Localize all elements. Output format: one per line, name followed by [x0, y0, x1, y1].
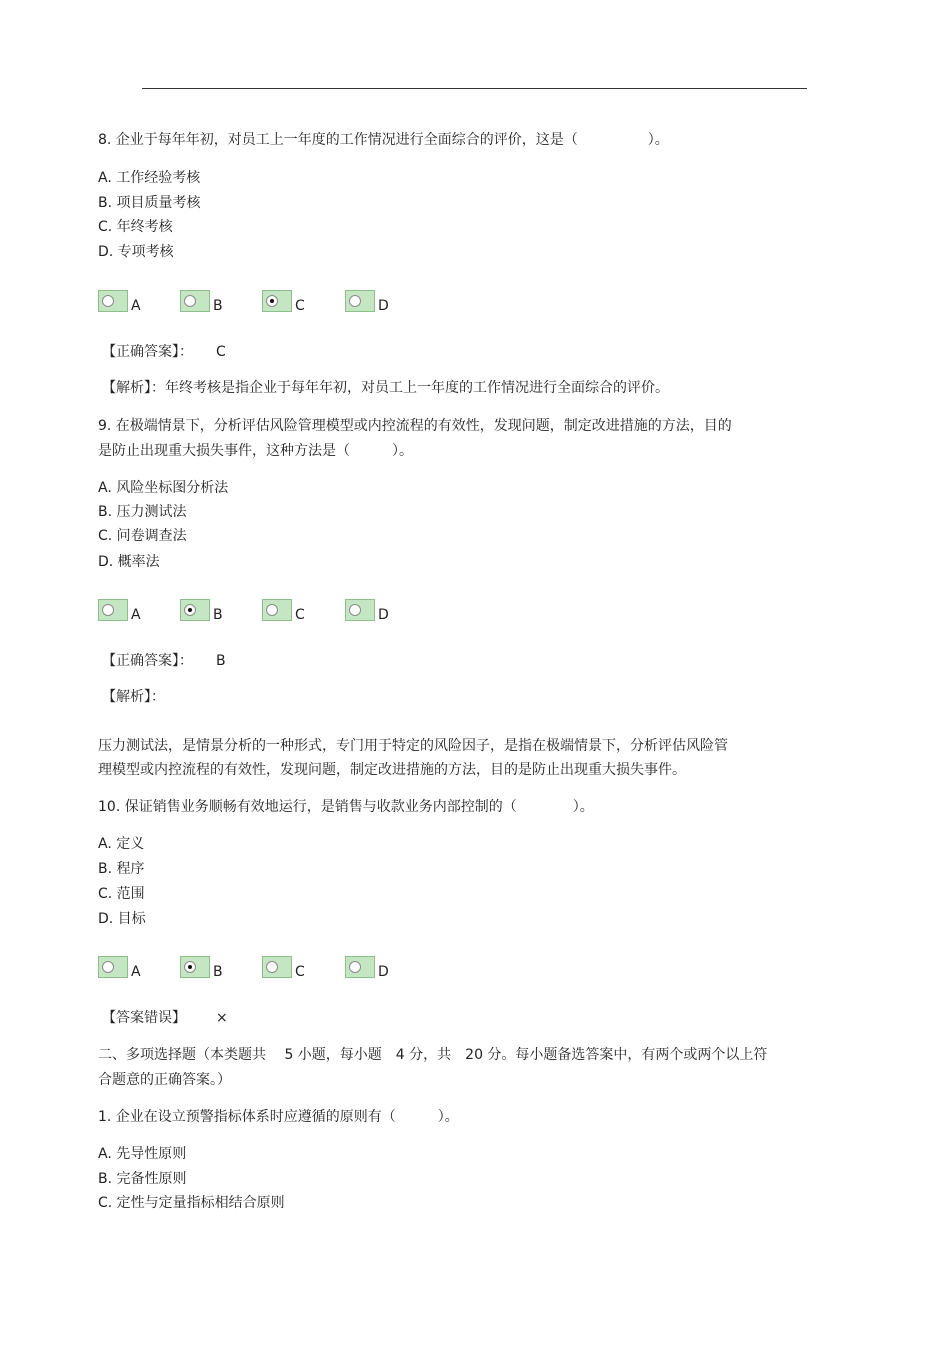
q10-option-b: B. 程序	[98, 861, 145, 877]
q9-analysis-line2: 理模型或内控流程的有效性，发现问题，制定改进措施的方法，目的是防止出现重大损失事件。	[98, 762, 686, 778]
q10-radio-c[interactable]	[262, 956, 305, 982]
radio-label: B	[213, 607, 223, 623]
q8-answer-value: C	[216, 344, 226, 360]
q8-radio-c[interactable]	[262, 290, 305, 316]
q10-radio-b[interactable]	[180, 956, 223, 982]
radio-label: D	[378, 964, 389, 980]
q8-radio-d[interactable]	[345, 290, 389, 316]
radio-circle-icon	[349, 604, 361, 616]
radio-label: A	[131, 298, 141, 314]
radio-label: D	[378, 298, 389, 314]
q9-analysis-line1: 压力测试法，是情景分析的一种形式，专门用于特定的风险因子，是指在极端情景下，分析评估风险管	[98, 738, 728, 754]
m1-stem: 1. 企业在设立预警指标体系时应遵循的原则有（ ）。	[98, 1109, 459, 1125]
radio-selected-icon	[184, 961, 196, 973]
q10-option-d: D. 目标	[98, 911, 146, 927]
m1-option-c: C. 定性与定量指标相结合原则	[98, 1195, 285, 1211]
radio-circle-icon	[184, 295, 196, 307]
q9-analysis-label: 【解析】：	[102, 689, 165, 705]
radio-label: A	[131, 964, 141, 980]
radio-label: C	[295, 607, 305, 623]
q9-radio-b[interactable]	[180, 599, 223, 625]
q8-option-d: D. 专项考核	[98, 244, 174, 260]
radio-circle-icon	[349, 961, 361, 973]
m1-option-b: B. 完备性原则	[98, 1171, 187, 1187]
q10-radio-group	[98, 956, 418, 984]
q10-radio-a[interactable]	[98, 956, 141, 982]
q8-analysis: 【解析】：年终考核是指企业于每年年初，对员工上一年度的工作情况进行全面综合的评价。	[102, 380, 669, 396]
radio-label: D	[378, 607, 389, 623]
radio-selected-icon	[266, 295, 278, 307]
radio-label: B	[213, 298, 223, 314]
q8-stem: 8. 企业于每年年初，对员工上一年度的工作情况进行全面综合的评价，这是（ ）。	[98, 132, 669, 148]
q9-option-d: D. 概率法	[98, 554, 160, 570]
radio-label: B	[213, 964, 223, 980]
q9-radio-c[interactable]	[262, 599, 305, 625]
q8-option-c: C. 年终考核	[98, 219, 173, 235]
q9-answer-value: B	[216, 653, 226, 669]
q9-radio-d[interactable]	[345, 599, 389, 625]
m1-option-a: A. 先导性原则	[98, 1146, 187, 1162]
radio-circle-icon	[266, 961, 278, 973]
q9-stem-line1: 9. 在极端情景下，分析评估风险管理模型或内控流程的有效性，发现问题，制定改进措施的方法，目的	[98, 418, 732, 434]
q9-option-a: A. 风险坐标图分析法	[98, 480, 229, 496]
q8-radio-b[interactable]	[180, 290, 223, 316]
radio-circle-icon	[349, 295, 361, 307]
radio-selected-icon	[184, 604, 196, 616]
q9-option-b: B. 压力测试法	[98, 504, 187, 520]
q9-radio-a[interactable]	[98, 599, 141, 625]
radio-circle-icon	[102, 295, 114, 307]
q10-radio-d[interactable]	[345, 956, 389, 982]
radio-label: C	[295, 964, 305, 980]
q10-stem: 10. 保证销售业务顺畅有效地运行，是销售与收款业务内部控制的（ ）。	[98, 799, 594, 815]
q8-radio-a[interactable]	[98, 290, 141, 316]
radio-circle-icon	[266, 604, 278, 616]
radio-label: C	[295, 298, 305, 314]
section2-heading-line2: 合题意的正确答案。）	[98, 1072, 231, 1088]
q10-option-c: C. 范围	[98, 886, 145, 902]
q10-result-label: 【答案错误】	[102, 1010, 186, 1026]
radio-circle-icon	[102, 961, 114, 973]
q8-radio-group	[98, 290, 418, 318]
q9-radio-group	[98, 599, 418, 627]
q9-stem-line2: 是防止出现重大损失事件，这种方法是（ ）。	[98, 443, 413, 459]
q9-answer-label: 【正确答案】：	[102, 653, 193, 669]
wrong-mark-icon: ×	[216, 1010, 228, 1026]
q8-option-b: B. 项目质量考核	[98, 195, 201, 211]
header-rule	[142, 88, 807, 89]
q8-answer-label: 【正确答案】：	[102, 344, 193, 360]
section2-heading-line1: 二、多项选择题（本类题共 5 小题，每小题 4 分，共 20 分。每小题备选答案中，有两个或两个以上符	[98, 1047, 768, 1063]
q9-option-c: C. 问卷调查法	[98, 528, 187, 544]
q10-option-a: A. 定义	[98, 836, 145, 852]
radio-label: A	[131, 607, 141, 623]
q8-option-a: A. 工作经验考核	[98, 170, 201, 186]
radio-circle-icon	[102, 604, 114, 616]
